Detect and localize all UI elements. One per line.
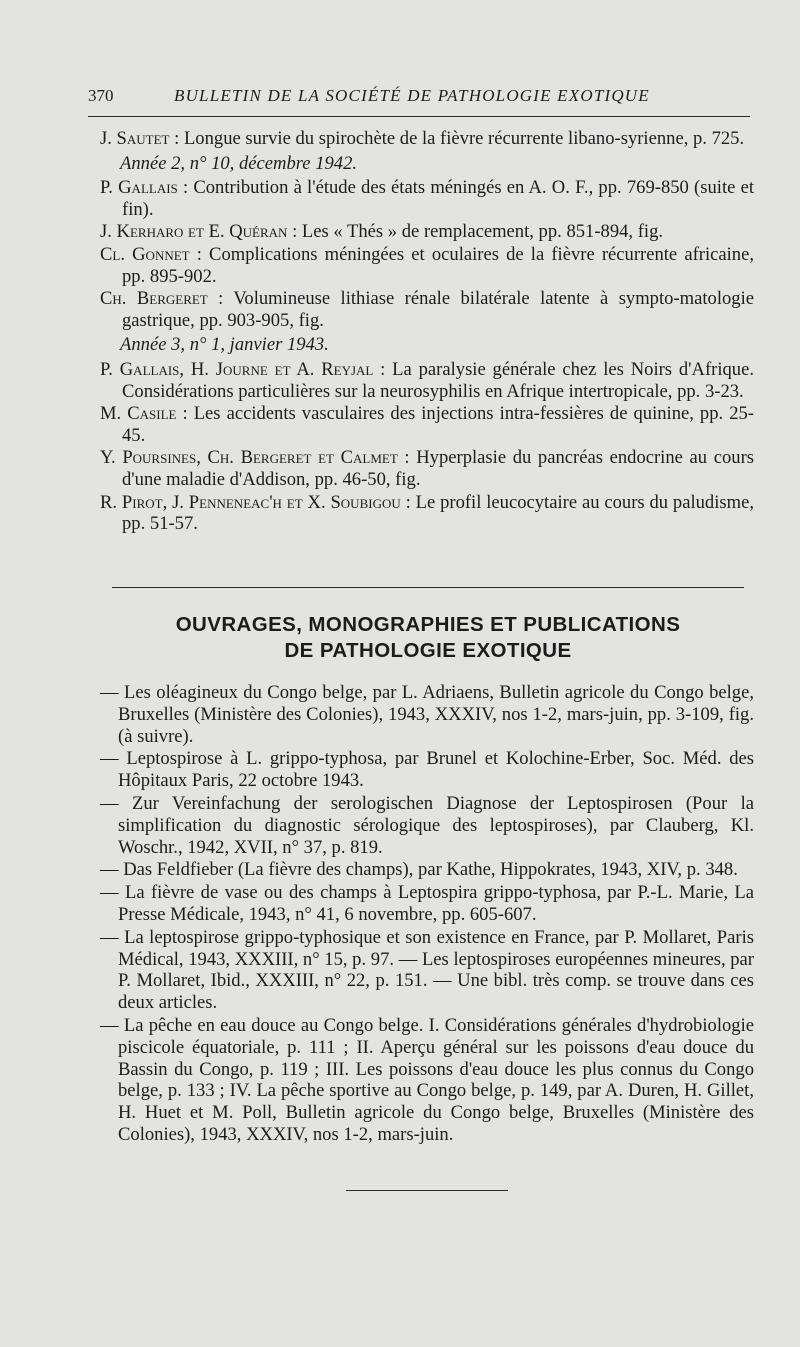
- entry-author: Cl. Gonnet: [100, 243, 190, 265]
- entry-text: : Volumineuse lithiase rénale bilatérale latente à sympto-matologie gastrique, pp. 903-905, fig.: [122, 288, 754, 331]
- entry-author: Ch. Bergeret: [100, 288, 208, 310]
- entry-text: : Les accidents vasculaires des injections intra-fessières de quinine, pp. 25-45.: [122, 403, 755, 446]
- bibliography-entry: [100, 359, 754, 402]
- bibliography-entry: [100, 403, 754, 446]
- entry-text: : Les « Thés » de remplacement, pp. 851-894, fig.: [287, 221, 664, 243]
- entry-text: : Contribution à l'étude des états méningés en A. O. F., pp. 769-850 (suite et fin).: [122, 177, 754, 220]
- section-rule: [112, 587, 744, 588]
- bibliography-entry: [100, 177, 754, 220]
- reference-item: — La fièvre de vase ou des champs à Leptospira grippo-typhosa, par P.-L. Marie, La Presse Médicale, 1943, n° 41, 6 novembre, pp. 605-607.: [100, 882, 754, 925]
- bibliography-entry: [100, 128, 754, 150]
- reference-item: — La pêche en eau douce au Congo belge. I. Considérations générales d'hydrobiologie piscicole équatoriale, p. 111 ; II. Aperçu général sur les poissons d'eau douce du Bassin du Congo, p. 119 ; III. Les poissons d'eau douce les plus connus du Congo belge, p. 133 ; IV. La pêche sportive au Congo belge, p. 149, par A. Duren, H. Gillet, H. Huet et M. Poll, Bulletin agricole du Congo belge, Bruxelles (Ministère des Colonies), 1943, XXXIV, nos 1-2, mars-juin.: [100, 1014, 754, 1145]
- end-rule: [346, 1190, 508, 1191]
- reference-item: — Zur Vereinfachung der serologischen Diagnose der Leptospirosen (Pour la simplification du diagnostic sérologique des leptospiroses), par Clauberg, Kl. Woschr., 1942, XVII, n° 37, p. 819.: [100, 792, 754, 858]
- references-list: [100, 682, 754, 1147]
- journal-contents: [100, 128, 754, 536]
- entry-author: P. Gallais: [100, 177, 178, 199]
- reference-item: — Das Feldfieber (La fièvre des champs), par Kathe, Hippokrates, 1943, XIV, p. 348.: [100, 859, 738, 881]
- issue-heading: Année 3, n° 1, janvier 1943.: [120, 334, 329, 356]
- reference-item: — La leptospirose grippo-typhosique et son existence en France, par P. Mollaret, Paris Médical, 1943, XXXIII, n° 15, p. 97. — Les leptospiroses européennes mineures, par P. Mollaret, Ibid., XXXIII, n° 22, p. 151. — Une bibl. très comp. se trouve dans ces deux articles.: [100, 926, 754, 1014]
- entry-author: M. Casile: [100, 403, 177, 425]
- reference-item: — Leptospirose à L. grippo-typhosa, par Brunel et Kolochine-Erber, Soc. Méd. des Hôpitaux Paris, 22 octobre 1943.: [100, 748, 754, 792]
- section-title: [112, 612, 744, 664]
- entry-text: : Longue survie du spirochète de la fièvre récurrente libano-syrienne, p. 725.: [169, 128, 745, 149]
- entry-text: : La paralysie générale chez les Noirs d'Afrique. Considérations particulières sur la neurosyphilis en Afrique intertropicale, pp. 3-23.: [122, 358, 754, 402]
- section-title-line: OUVRAGES, MONOGRAPHIES ET PUBLICATIONS: [175, 613, 681, 636]
- header-rule: [88, 116, 750, 117]
- bibliography-entry: [100, 492, 754, 535]
- entry-author: R. Pirot, J. Penneneac'h et X. Soubigou: [100, 491, 401, 513]
- section-title-line: DE PATHOLOGIE EXOTIQUE: [284, 639, 572, 662]
- entry-author: Y. Poursines, Ch. Bergeret et Calmet: [100, 447, 398, 469]
- entry-text: : Complications méningées et oculaires de la fièvre récurrente africaine, pp. 895-902.: [122, 243, 754, 287]
- entry-author: J. Sautet: [100, 128, 170, 149]
- entry-author: J. Kerharo et E. Quéran: [100, 221, 288, 243]
- bibliography-entry: [100, 221, 754, 243]
- bibliography-entry: [100, 288, 754, 331]
- entry-text: : Hyperplasie du pancréas endocrine au cours d'une maladie d'Addison, pp. 46-50, fig.: [122, 447, 754, 490]
- reference-item: — Les oléagineux du Congo belge, par L. Adriaens, Bulletin agricole du Congo belge, Bruxelles (Ministère des Colonies), 1943, XXXIV, nos 1-2, mars-juin, pp. 3-109, fig. (à suivre).: [100, 682, 754, 747]
- entry-text: : Le profil leucocytaire au cours du paludisme, pp. 51-57.: [122, 491, 754, 535]
- issue-heading: Année 2, n° 10, décembre 1942.: [120, 152, 358, 174]
- page-number: 370: [88, 86, 114, 105]
- bibliography-entry: [100, 244, 754, 287]
- entry-author: P. Gallais, H. Journe et A. Reyjal: [100, 358, 374, 380]
- bibliography-entry: [100, 447, 754, 490]
- running-title: BULLETIN DE LA SOCIÉTÉ DE PATHOLOGIE EXOTIQUE: [174, 86, 650, 105]
